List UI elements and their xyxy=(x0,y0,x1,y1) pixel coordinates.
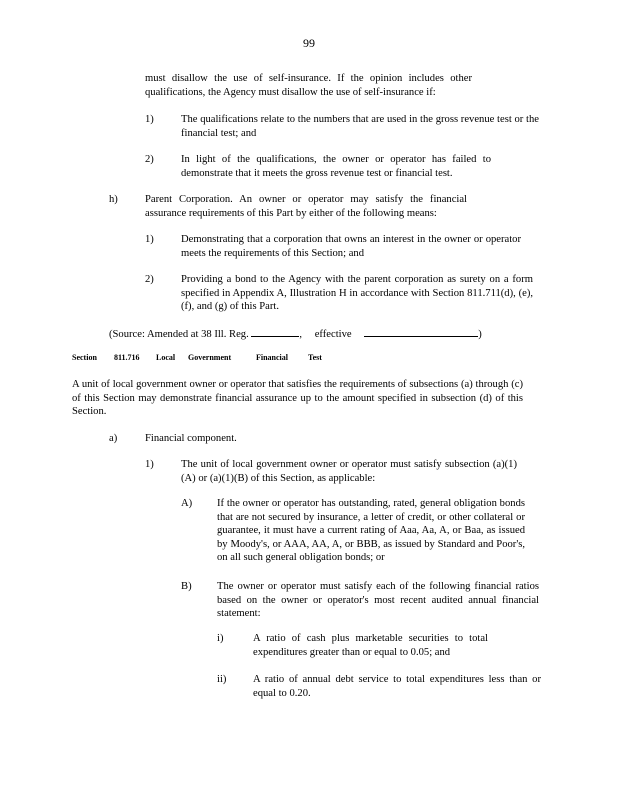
subsection-text: Financial component. xyxy=(145,433,237,444)
item-label: B) xyxy=(181,581,192,592)
item-label: 1) xyxy=(145,114,154,125)
page-number: 99 xyxy=(303,36,315,50)
subsection-text: Parent Corporation. An owner or operator may satisfy the financial assurance requirements of this Part by either of the following means: xyxy=(145,194,467,219)
subsection-label: a) xyxy=(109,433,118,444)
source-effective: effective xyxy=(314,329,352,340)
item-text: The unit of local government owner or operator must satisfy subsection (a)(1)(A) or (a)(1)(B) of this Section, as applicable: xyxy=(181,459,517,484)
source-close: ) xyxy=(478,329,482,340)
heading-word: Government xyxy=(188,353,232,362)
item-label: i) xyxy=(217,633,224,644)
heading-word: Local xyxy=(156,353,176,362)
item-text: A ratio of annual debt service to total expenditures less than or equal to 0.20. xyxy=(253,674,541,699)
heading-word: Financial xyxy=(256,353,289,362)
subsection-label: h) xyxy=(109,194,118,205)
heading-word: Test xyxy=(308,353,322,362)
item-text: Providing a bond to the Agency with the parent corporation as surety on a form specified in Appendix A, Illustration H in accordance with Section 811.711(d), (e), (f), and (g) of this Part. xyxy=(181,274,533,312)
item-text: Demonstrating that a corporation that owns an interest in the owner or operator meets the requirements of this Section; and xyxy=(181,234,521,259)
source-note xyxy=(109,325,482,342)
source-comma: , xyxy=(299,329,303,340)
item-label: 2) xyxy=(145,274,154,285)
item-label: ii) xyxy=(217,674,227,685)
section-heading xyxy=(72,352,322,364)
item-label: A) xyxy=(181,498,193,509)
item-label: 2) xyxy=(145,154,154,165)
paragraph-intro: must disallow the use of self-insurance. If the opinion includes other qualifications, the Agency must disallow the use of self-insurance if: xyxy=(145,73,472,98)
item-text: If the owner or operator has outstanding, rated, general obligation bonds that are not secured by insurance, a letter of credit, or other collateral or guarantee, it must have a current rating of Aaa, Aa, A, or Baa, as issued by Moody's, or AAA, AA, A, or BBB, as issued by Standard and Poor's, on all such general obligation bonds; or xyxy=(217,498,525,563)
paragraph-unit: A unit of local government owner or operator that satisfies the requirements of subsections (a) through (c) of this Section may demonstrate financial assurance up to the amount specified in subsection (d) of this Section. xyxy=(72,379,523,417)
effective-date-blank xyxy=(364,325,478,337)
register-blank xyxy=(251,325,299,337)
item-label: 1) xyxy=(145,459,154,470)
item-text: A ratio of cash plus marketable securities to total expenditures greater than or equal to 0.05; and xyxy=(253,633,488,658)
item-label: 1) xyxy=(145,234,154,245)
item-text: The qualifications relate to the numbers that are used in the gross revenue test or the financial test; and xyxy=(181,114,539,139)
item-text: In light of the qualifications, the owner or operator has failed to demonstrate that it meets the gross revenue test or financial test. xyxy=(181,154,491,179)
item-text: The owner or operator must satisfy each of the following financial ratios based on the owner or operator's most recent audited annual financial statement: xyxy=(217,581,539,619)
source-prefix: (Source: Amended at 38 Ill. Reg. xyxy=(109,329,249,340)
heading-section: Section xyxy=(72,353,97,362)
heading-number: 811.716 xyxy=(114,353,140,362)
